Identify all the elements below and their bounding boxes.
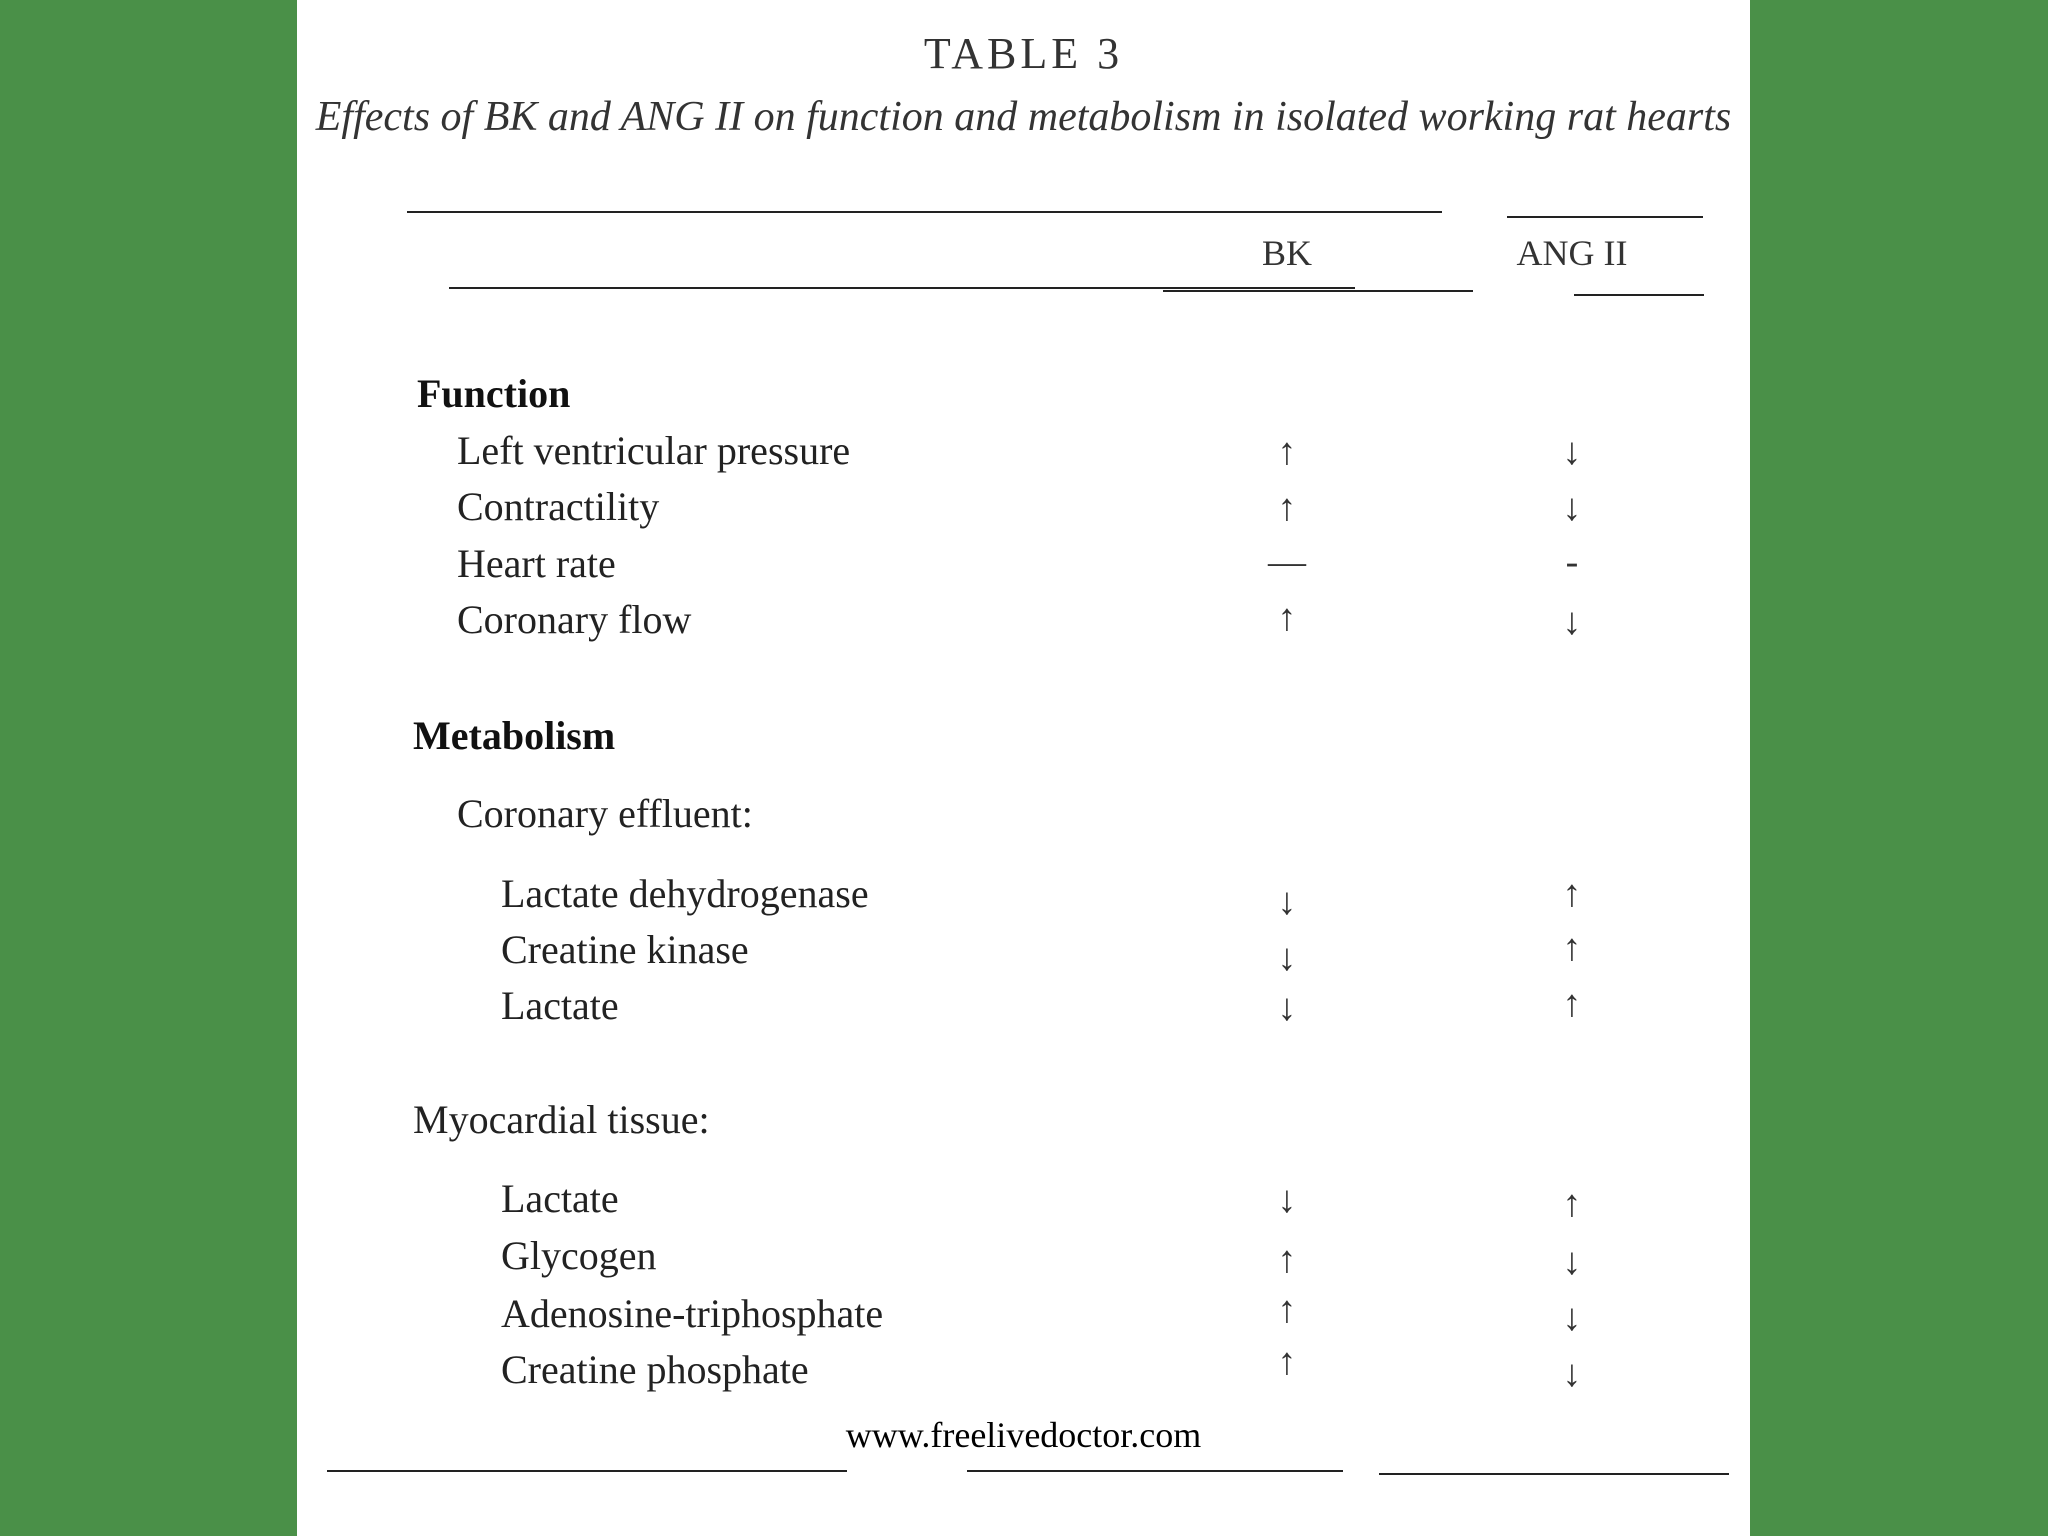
- footer-rule-3: [1379, 1473, 1729, 1475]
- ang-effect-mark: ↑: [1562, 1183, 1582, 1225]
- column-header-bk: BK: [1261, 233, 1312, 273]
- row-label: Adenosine-triphosphate: [501, 1291, 884, 1336]
- ang-effect-mark: ↓: [1562, 431, 1582, 473]
- document-page: [297, 0, 1750, 1536]
- row-label: Lactate: [501, 1176, 619, 1221]
- bk-effect-mark: ↓: [1277, 937, 1297, 979]
- row-label: Lactate: [501, 983, 619, 1028]
- subsection-heading-myocardial-tissue: Myocardial tissue:: [413, 1097, 710, 1142]
- bk-effect-mark: ↑: [1277, 431, 1297, 473]
- bk-effect-mark: ↓: [1277, 987, 1297, 1029]
- header-rule-mid-3: [1574, 294, 1704, 296]
- bk-effect-mark: ↓: [1277, 881, 1297, 923]
- header-rule-mid-1: [449, 287, 1355, 289]
- table-subtitle: Effects of BK and ANG II on function and metabolism in isolated working rat hearts: [315, 94, 1732, 140]
- ang-effect-mark: ↑: [1562, 873, 1582, 915]
- row-label: Contractility: [457, 484, 660, 529]
- footer-rule-2: [967, 1470, 1343, 1472]
- row-label: Coronary flow: [457, 597, 692, 642]
- bk-effect-mark: ↑: [1277, 597, 1297, 639]
- header-rule-top-3: [1507, 216, 1703, 218]
- ang-effect-mark: ↓: [1562, 601, 1582, 643]
- row-label: Glycogen: [501, 1233, 657, 1278]
- table-title: TABLE 3: [923, 29, 1124, 78]
- bk-effect-mark: ↑: [1277, 487, 1297, 529]
- row-label: Creatine kinase: [501, 927, 749, 972]
- ang-effect-mark: ↓: [1562, 1297, 1582, 1339]
- ang-effect-mark: ↑: [1562, 927, 1582, 969]
- column-header-ang-ii: ANG II: [1516, 233, 1628, 273]
- subsection-heading-coronary-effluent: Coronary effluent:: [457, 791, 753, 836]
- header-rule-top-2: [1142, 211, 1442, 213]
- bk-effect-mark: —: [1268, 541, 1306, 583]
- bk-effect-mark: ↑: [1277, 1239, 1297, 1281]
- bk-effect-mark: ↑: [1277, 1341, 1297, 1383]
- watermark-url: www.freelivedoctor.com: [845, 1415, 1202, 1455]
- header-rule-mid-2: [1163, 290, 1473, 292]
- row-label: Left ventricular pressure: [457, 428, 851, 473]
- ang-effect-mark: ↓: [1562, 487, 1582, 529]
- row-label: Heart rate: [457, 541, 616, 586]
- ang-effect-mark: ↑: [1562, 983, 1582, 1025]
- section-heading-metabolism: Metabolism: [413, 713, 616, 758]
- ang-effect-mark: ↓: [1562, 1353, 1582, 1395]
- bk-effect-mark: ↓: [1277, 1179, 1297, 1221]
- row-label: Creatine phosphate: [501, 1347, 809, 1392]
- footer-rule-1: [327, 1470, 847, 1472]
- bk-effect-mark: ↑: [1277, 1289, 1297, 1331]
- row-label: Lactate dehydrogenase: [501, 871, 869, 916]
- ang-effect-mark: ↓: [1562, 1241, 1582, 1283]
- ang-effect-mark: -: [1565, 541, 1579, 583]
- section-heading-function: Function: [417, 371, 571, 416]
